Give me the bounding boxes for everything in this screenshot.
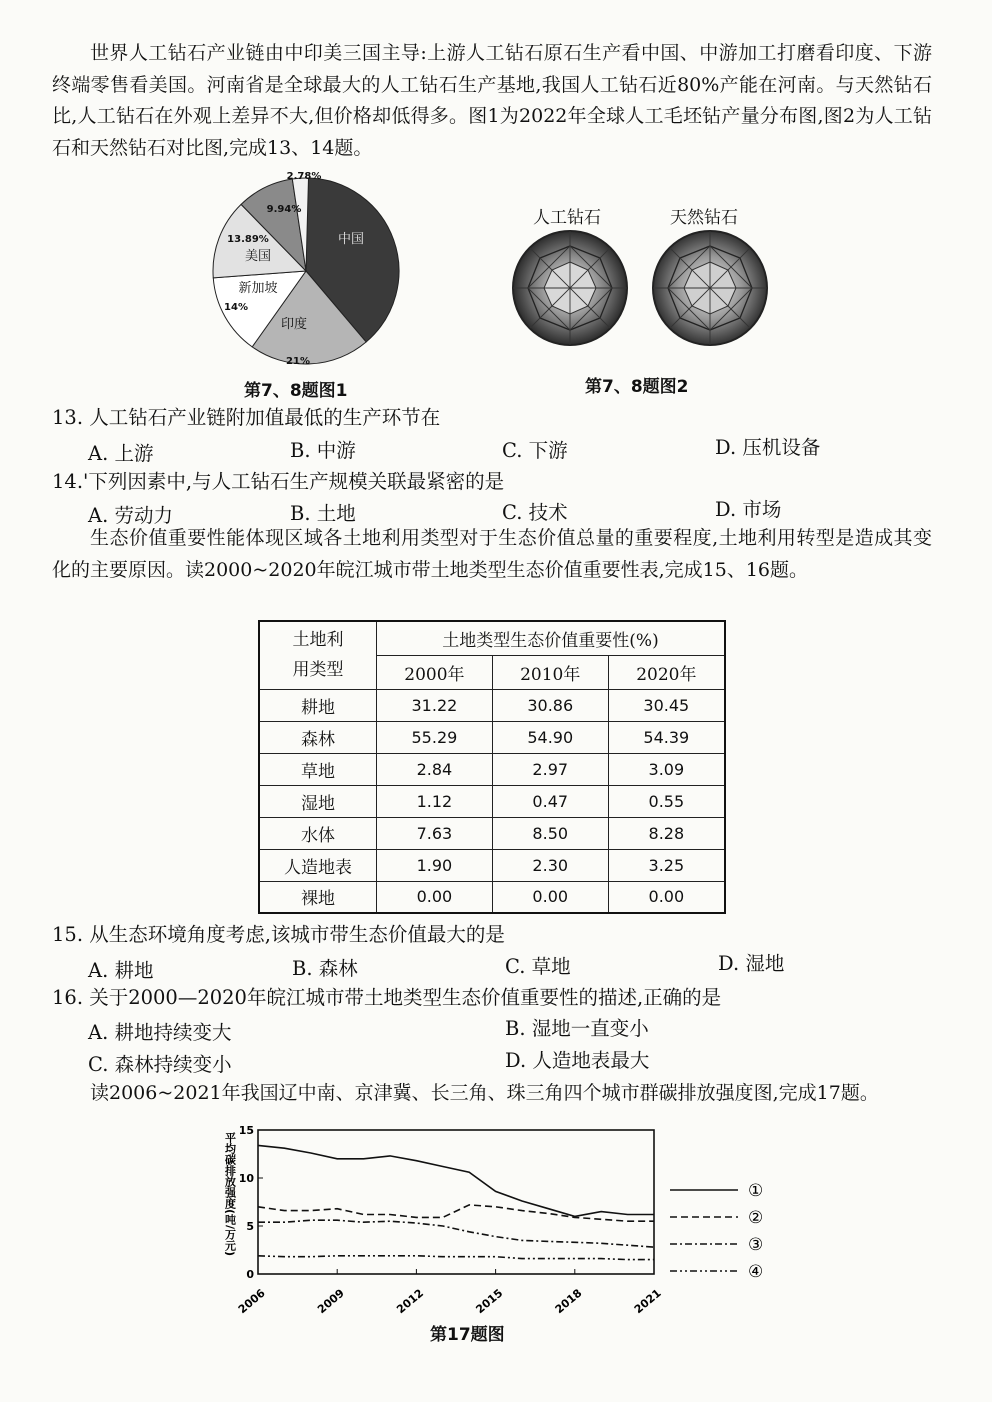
table-cell-land-type: 森林 bbox=[259, 721, 377, 753]
table-row bbox=[259, 881, 725, 913]
question-14-option-d[interactable]: D. 市场 bbox=[715, 498, 782, 521]
table-header-land-type-line2: 用类型 bbox=[292, 660, 344, 681]
carbon-intensity-line-chart bbox=[218, 1120, 798, 1336]
natural-diamond-image bbox=[650, 228, 770, 348]
table-cell-value: 54.90 bbox=[492, 721, 608, 753]
legend-label: ④ bbox=[748, 1262, 764, 1282]
question-13-option-c[interactable]: C. 下游 bbox=[502, 439, 568, 462]
legend-label: ② bbox=[748, 1208, 764, 1228]
x-tick-label: 2021 bbox=[631, 1286, 664, 1317]
synthetic-diamond-label: 人工钻石 bbox=[533, 208, 601, 228]
table-cell-value: 2.97 bbox=[492, 753, 608, 785]
question-14-stem: 14.'下列因素中,与人工钻石生产规模关联最紧密的是 bbox=[52, 470, 505, 493]
table-header-year-2000: 2000年 bbox=[377, 655, 493, 689]
y-tick-label: 15 bbox=[238, 1124, 254, 1137]
table-cell-value: 1.90 bbox=[377, 849, 493, 881]
table-row bbox=[259, 753, 725, 785]
table-header-year-2020: 2020年 bbox=[608, 655, 725, 689]
table-row bbox=[259, 785, 725, 817]
series-line bbox=[258, 1256, 654, 1260]
legend-label: ① bbox=[748, 1181, 764, 1201]
question-13-option-a[interactable]: A. 上游 bbox=[88, 442, 154, 465]
table-cell-value: 7.63 bbox=[377, 817, 493, 849]
natural-diamond-label: 天然钻石 bbox=[670, 208, 738, 228]
table-cell-value: 0.00 bbox=[377, 881, 493, 913]
legend-label: ③ bbox=[748, 1235, 764, 1255]
table-row bbox=[259, 721, 725, 753]
table-cell-value: 8.28 bbox=[608, 817, 725, 849]
question-13-option-d[interactable]: D. 压机设备 bbox=[715, 436, 821, 459]
x-tick-label: 2006 bbox=[235, 1286, 268, 1317]
plot-frame bbox=[258, 1130, 654, 1274]
table-cell-value: 30.86 bbox=[492, 689, 608, 721]
table-cell-value: 2.30 bbox=[492, 849, 608, 881]
table-cell-value: 0.00 bbox=[492, 881, 608, 913]
question-16-stem: 16. 关于2000—2020年皖江城市带土地类型生态价值重要性的描述,正确的是 bbox=[52, 986, 722, 1009]
table-cell-value: 1.12 bbox=[377, 785, 493, 817]
table-row bbox=[259, 689, 725, 721]
question-14-option-a[interactable]: A. 劳动力 bbox=[88, 504, 173, 527]
table-cell-value: 31.22 bbox=[377, 689, 493, 721]
y-tick-label: 0 bbox=[246, 1268, 254, 1281]
question-16-option-b[interactable]: B. 湿地一直变小 bbox=[505, 1017, 649, 1040]
pie-slice-value-label: 14% bbox=[224, 302, 248, 313]
table-cell-value: 8.50 bbox=[492, 817, 608, 849]
table-cell-land-type: 人造地表 bbox=[259, 849, 377, 881]
question-16-option-c[interactable]: C. 森林持续变小 bbox=[88, 1053, 232, 1076]
intro-paragraph-1: 世界人工钻石产业链由中印美三国主导:上游人工钻石原石生产看中国、中游加工打磨看印度、下游终端零售看美国。河南省是全球最大的人工钻石生产基地,我国人工钻石近80%产能在河南。与天然钻石比,人工钻石在外观上差异不大,但价格却低得多。图1为2022年全球人工毛坯钻产量分布图,图2为人工钻石和天然钻石对比图,完成13、14题。 bbox=[52, 42, 932, 159]
table-header-importance: 土地类型生态价值重要性(%) bbox=[377, 621, 726, 655]
table-row bbox=[259, 817, 725, 849]
intro-paragraph-2: 生态价值重要性能体现区域各土地利用类型对于生态价值总量的重要程度,土地利用转型是造成其变化的主要原因。读2000~2020年皖江城市带土地类型生态价值重要性表,完成15、16题。 bbox=[52, 527, 932, 581]
pie-slice-label: 美国 bbox=[244, 249, 272, 264]
table-header-land-type bbox=[259, 621, 377, 689]
pie-slice-value-label: 2.78% bbox=[286, 171, 322, 182]
x-tick-label: 2015 bbox=[473, 1286, 506, 1317]
question-15-option-d[interactable]: D. 湿地 bbox=[718, 952, 785, 975]
question-13-stem: 13. 人工钻石产业链附加值最低的生产环节在 bbox=[52, 406, 441, 429]
table-cell-value: 0.47 bbox=[492, 785, 608, 817]
pie-slice-label: 中国 bbox=[337, 232, 365, 247]
table-cell-value: 2.84 bbox=[377, 753, 493, 785]
table-cell-land-type: 湿地 bbox=[259, 785, 377, 817]
pie-slice-label: 印度 bbox=[280, 317, 308, 332]
pie-slice-value-label: 21% bbox=[286, 356, 310, 367]
table-header-year-2010: 2010年 bbox=[492, 655, 608, 689]
question-15-option-a[interactable]: A. 耕地 bbox=[88, 959, 154, 982]
table-cell-value: 0.00 bbox=[608, 881, 725, 913]
question-14-option-b[interactable]: B. 土地 bbox=[290, 502, 356, 525]
table-cell-value: 3.25 bbox=[608, 849, 725, 881]
pie-slice-label: 新加坡 bbox=[238, 281, 278, 296]
pie-chart bbox=[206, 168, 406, 374]
question-14-option-c[interactable]: C. 技术 bbox=[502, 501, 568, 524]
ecological-value-table bbox=[258, 620, 726, 914]
table-cell-value: 54.39 bbox=[608, 721, 725, 753]
figure-2-caption: 第7、8题图2 bbox=[585, 377, 689, 397]
y-axis-label: 平均碳排放强度(吨/万元) bbox=[223, 1132, 237, 1257]
y-tick-label: 5 bbox=[246, 1220, 254, 1233]
table-cell-land-type: 草地 bbox=[259, 753, 377, 785]
question-15-option-b[interactable]: B. 森林 bbox=[292, 957, 358, 980]
series-line bbox=[258, 1220, 654, 1247]
table-cell-land-type: 裸地 bbox=[259, 881, 377, 913]
pie-slice-value-label: 9.94% bbox=[266, 204, 302, 215]
table-row bbox=[259, 849, 725, 881]
figure-3-caption: 第17题图 bbox=[430, 1325, 505, 1345]
table-cell-value: 0.55 bbox=[608, 785, 725, 817]
table-cell-value: 30.45 bbox=[608, 689, 725, 721]
question-16-option-a[interactable]: A. 耕地持续变大 bbox=[88, 1021, 232, 1044]
question-13-option-b[interactable]: B. 中游 bbox=[290, 439, 356, 462]
question-15-stem: 15. 从生态环境角度考虑,该城市带生态价值最大的是 bbox=[52, 923, 505, 946]
pie-slice-value-label: 13.89% bbox=[227, 234, 269, 245]
table-cell-value: 3.09 bbox=[608, 753, 725, 785]
figure-1-caption: 第7、8题图1 bbox=[244, 381, 348, 401]
table-header-land-type-line1: 土地利 bbox=[292, 630, 344, 651]
x-tick-label: 2018 bbox=[552, 1286, 585, 1317]
question-15-option-c[interactable]: C. 草地 bbox=[505, 955, 571, 978]
question-16-option-d[interactable]: D. 人造地表最大 bbox=[505, 1049, 650, 1072]
y-tick-label: 10 bbox=[238, 1172, 254, 1185]
table-cell-land-type: 耕地 bbox=[259, 689, 377, 721]
intro-paragraph-3: 读2006~2021年我国辽中南、京津冀、长三角、珠三角四个城市群碳排放强度图,完成17题。 bbox=[90, 1082, 879, 1104]
table-cell-land-type: 水体 bbox=[259, 817, 377, 849]
synthetic-diamond-image bbox=[510, 228, 630, 348]
series-line bbox=[258, 1145, 654, 1216]
x-tick-label: 2009 bbox=[315, 1286, 347, 1317]
x-tick-label: 2012 bbox=[394, 1286, 427, 1317]
table-cell-value: 55.29 bbox=[377, 721, 493, 753]
